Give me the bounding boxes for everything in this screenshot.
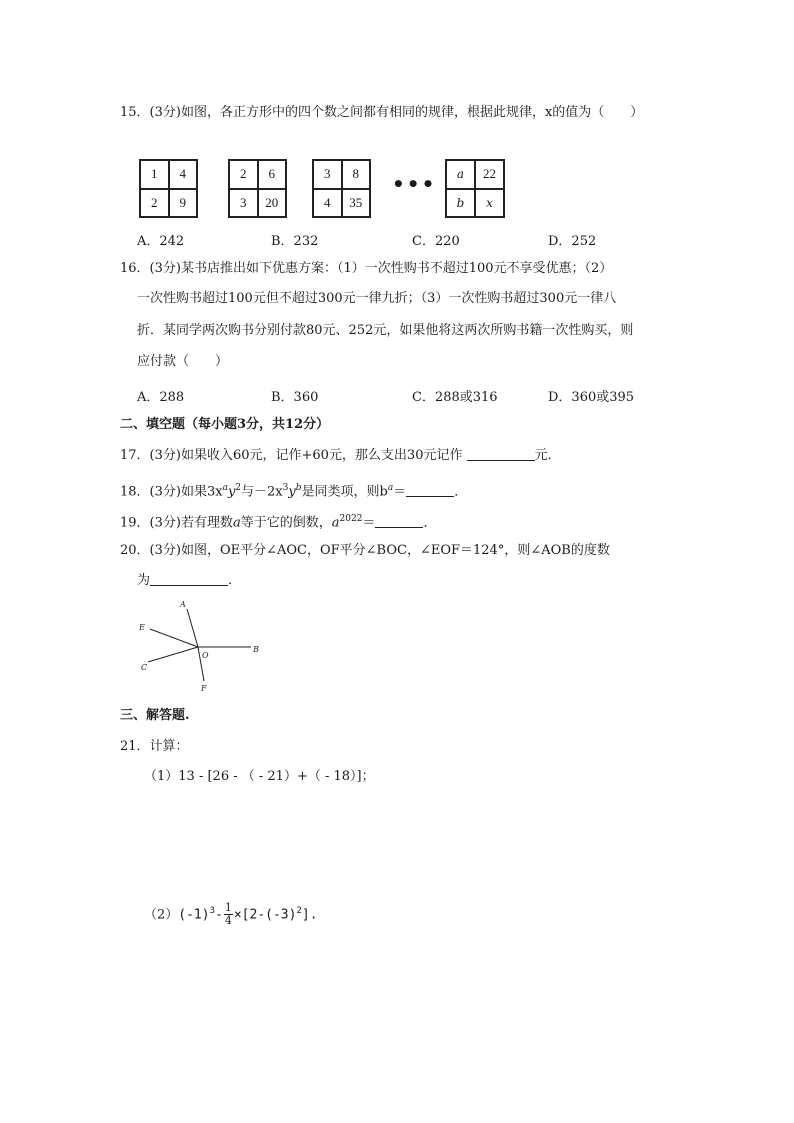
q20-text: 为 — [137, 573, 151, 588]
q21-minus: - — [215, 907, 223, 923]
q18-text-pre: 18．(3分)如果3x — [120, 484, 223, 500]
q16-option-c[interactable]: C．288或316 — [412, 390, 498, 405]
q21-exp-3: 3 — [209, 906, 216, 916]
cell: 35 — [342, 189, 371, 218]
q18-text-mid: 与－2x — [241, 484, 283, 500]
section-2-heading: 二、填空题（每小题3分，共12分） — [120, 417, 330, 432]
cell: a — [446, 160, 475, 189]
q16-option-d[interactable]: D．360或395 — [548, 390, 635, 405]
q19-text-mid: 等于它的倒数， — [240, 515, 332, 531]
q16-line-2: 一次性购书超过100元但不超过300元一律九折；（3）一次性购书超过300元一律八 — [137, 291, 617, 306]
q18-exp-3: 3 — [282, 483, 289, 493]
q19 — [120, 510, 436, 532]
q18-exp-2: 2 — [235, 483, 242, 493]
number-square-1 — [139, 159, 198, 218]
q21-part-2 — [144, 896, 318, 930]
angle-diagram — [130, 595, 270, 695]
cell: 3 — [313, 160, 342, 189]
q19-var-a2: a — [331, 515, 340, 531]
q18-exp-a: a — [222, 483, 228, 493]
label-c: C — [141, 663, 148, 672]
label-f: F — [201, 684, 207, 693]
q17 — [120, 447, 561, 465]
q19-var-a: a — [232, 515, 241, 531]
cell: b — [446, 189, 475, 218]
q21-title: 21．计算： — [120, 739, 189, 754]
q18 — [120, 479, 467, 501]
ellipsis: ••• — [392, 172, 437, 196]
q20-line-2 — [137, 572, 241, 590]
cell: 4 — [169, 160, 198, 189]
label-b: B — [253, 645, 259, 654]
number-square-3 — [312, 159, 371, 218]
frac-numerator: 1 — [224, 901, 232, 915]
q18-eq: ＝ — [393, 484, 407, 500]
label-a: A — [180, 600, 186, 609]
q21-expr-a: (-1) — [178, 907, 210, 923]
q20-line-1: 20．(3分)如图，OE平分∠AOC，OF平分∠BOC，∠EOF＝124°，则∠AOB的度数 — [120, 543, 610, 558]
frac-denominator: 4 — [224, 914, 232, 928]
q15-option-c[interactable]: C．220 — [412, 234, 460, 249]
q18-var-y: y — [227, 484, 236, 500]
cell: 2 — [140, 189, 169, 218]
q21-expr-b: ×[2-(-3) — [233, 907, 297, 923]
q17-answer-blank[interactable] — [467, 448, 535, 461]
q18-exp-a2: a — [387, 483, 394, 493]
cell: 22 — [475, 160, 504, 189]
q18-var-y2: y — [288, 484, 296, 500]
cell: 2 — [229, 160, 258, 189]
q19-eq: ＝ — [362, 515, 376, 531]
q15-option-a[interactable]: A．242 — [137, 234, 185, 249]
cell: 3 — [229, 189, 258, 218]
cell: x — [475, 189, 504, 218]
q20-end: ． — [228, 573, 242, 588]
q19-text-pre: 19．(3分)若有理数 — [120, 515, 233, 531]
q16-line-1: 16．(3分)某书店推出如下优惠方案：（1）一次性购书不超过100元不享受优惠；（2） — [120, 261, 613, 276]
q19-exp: 2022 — [339, 514, 363, 524]
ray-oa — [187, 609, 198, 647]
label-e: E — [139, 623, 145, 632]
ray-oc — [148, 647, 198, 662]
cell: 4 — [313, 189, 342, 218]
ray-oe — [150, 629, 198, 647]
q18-text-post: 是同类项，则b — [301, 484, 388, 500]
q21-part-1: （1）13 - [26 - （ - 21）+（ - 18）]； — [144, 769, 375, 784]
q16-line-4: 应付款（ ） — [137, 354, 229, 369]
q21-fraction — [224, 902, 233, 927]
q15-stem: 15．(3分)如图，各正方形中的四个数之间都有相同的规律，根据此规律，x的值为（ ） — [120, 105, 644, 120]
cell: 20 — [258, 189, 287, 218]
cell: 8 — [342, 160, 371, 189]
number-square-2 — [228, 159, 287, 218]
label-o: O — [202, 651, 209, 660]
q15-option-b[interactable]: B．232 — [271, 234, 319, 249]
cell: 1 — [140, 160, 169, 189]
q19-end: ． — [423, 515, 437, 531]
q17-text: 17．(3分)如果收入60元，记作+60元，那么支出30元记作 — [120, 448, 463, 463]
q21-expr-end: ]. — [301, 907, 318, 923]
q18-end: ． — [454, 484, 468, 500]
q16-option-a[interactable]: A．288 — [137, 390, 185, 405]
cell: 6 — [258, 160, 287, 189]
q19-answer-blank[interactable] — [375, 515, 423, 528]
section-3-heading: 三、解答题. — [120, 708, 190, 723]
q21-exp-2: 2 — [296, 906, 302, 916]
number-square-4 — [445, 159, 505, 218]
q20-answer-blank[interactable] — [150, 573, 228, 586]
q17-unit: 元． — [534, 448, 561, 463]
q16-option-b[interactable]: B．360 — [271, 390, 319, 405]
q15-option-d[interactable]: D．252 — [548, 234, 597, 249]
cell: 9 — [169, 189, 198, 218]
q18-answer-blank[interactable] — [406, 484, 454, 497]
q21-part2-label: （2） — [144, 907, 179, 923]
q18-exp-b: b — [295, 483, 302, 493]
q16-line-3: 折．某同学两次购书分别付款80元、252元，如果他将这两次所购书籍一次性购买，则 — [137, 323, 634, 338]
